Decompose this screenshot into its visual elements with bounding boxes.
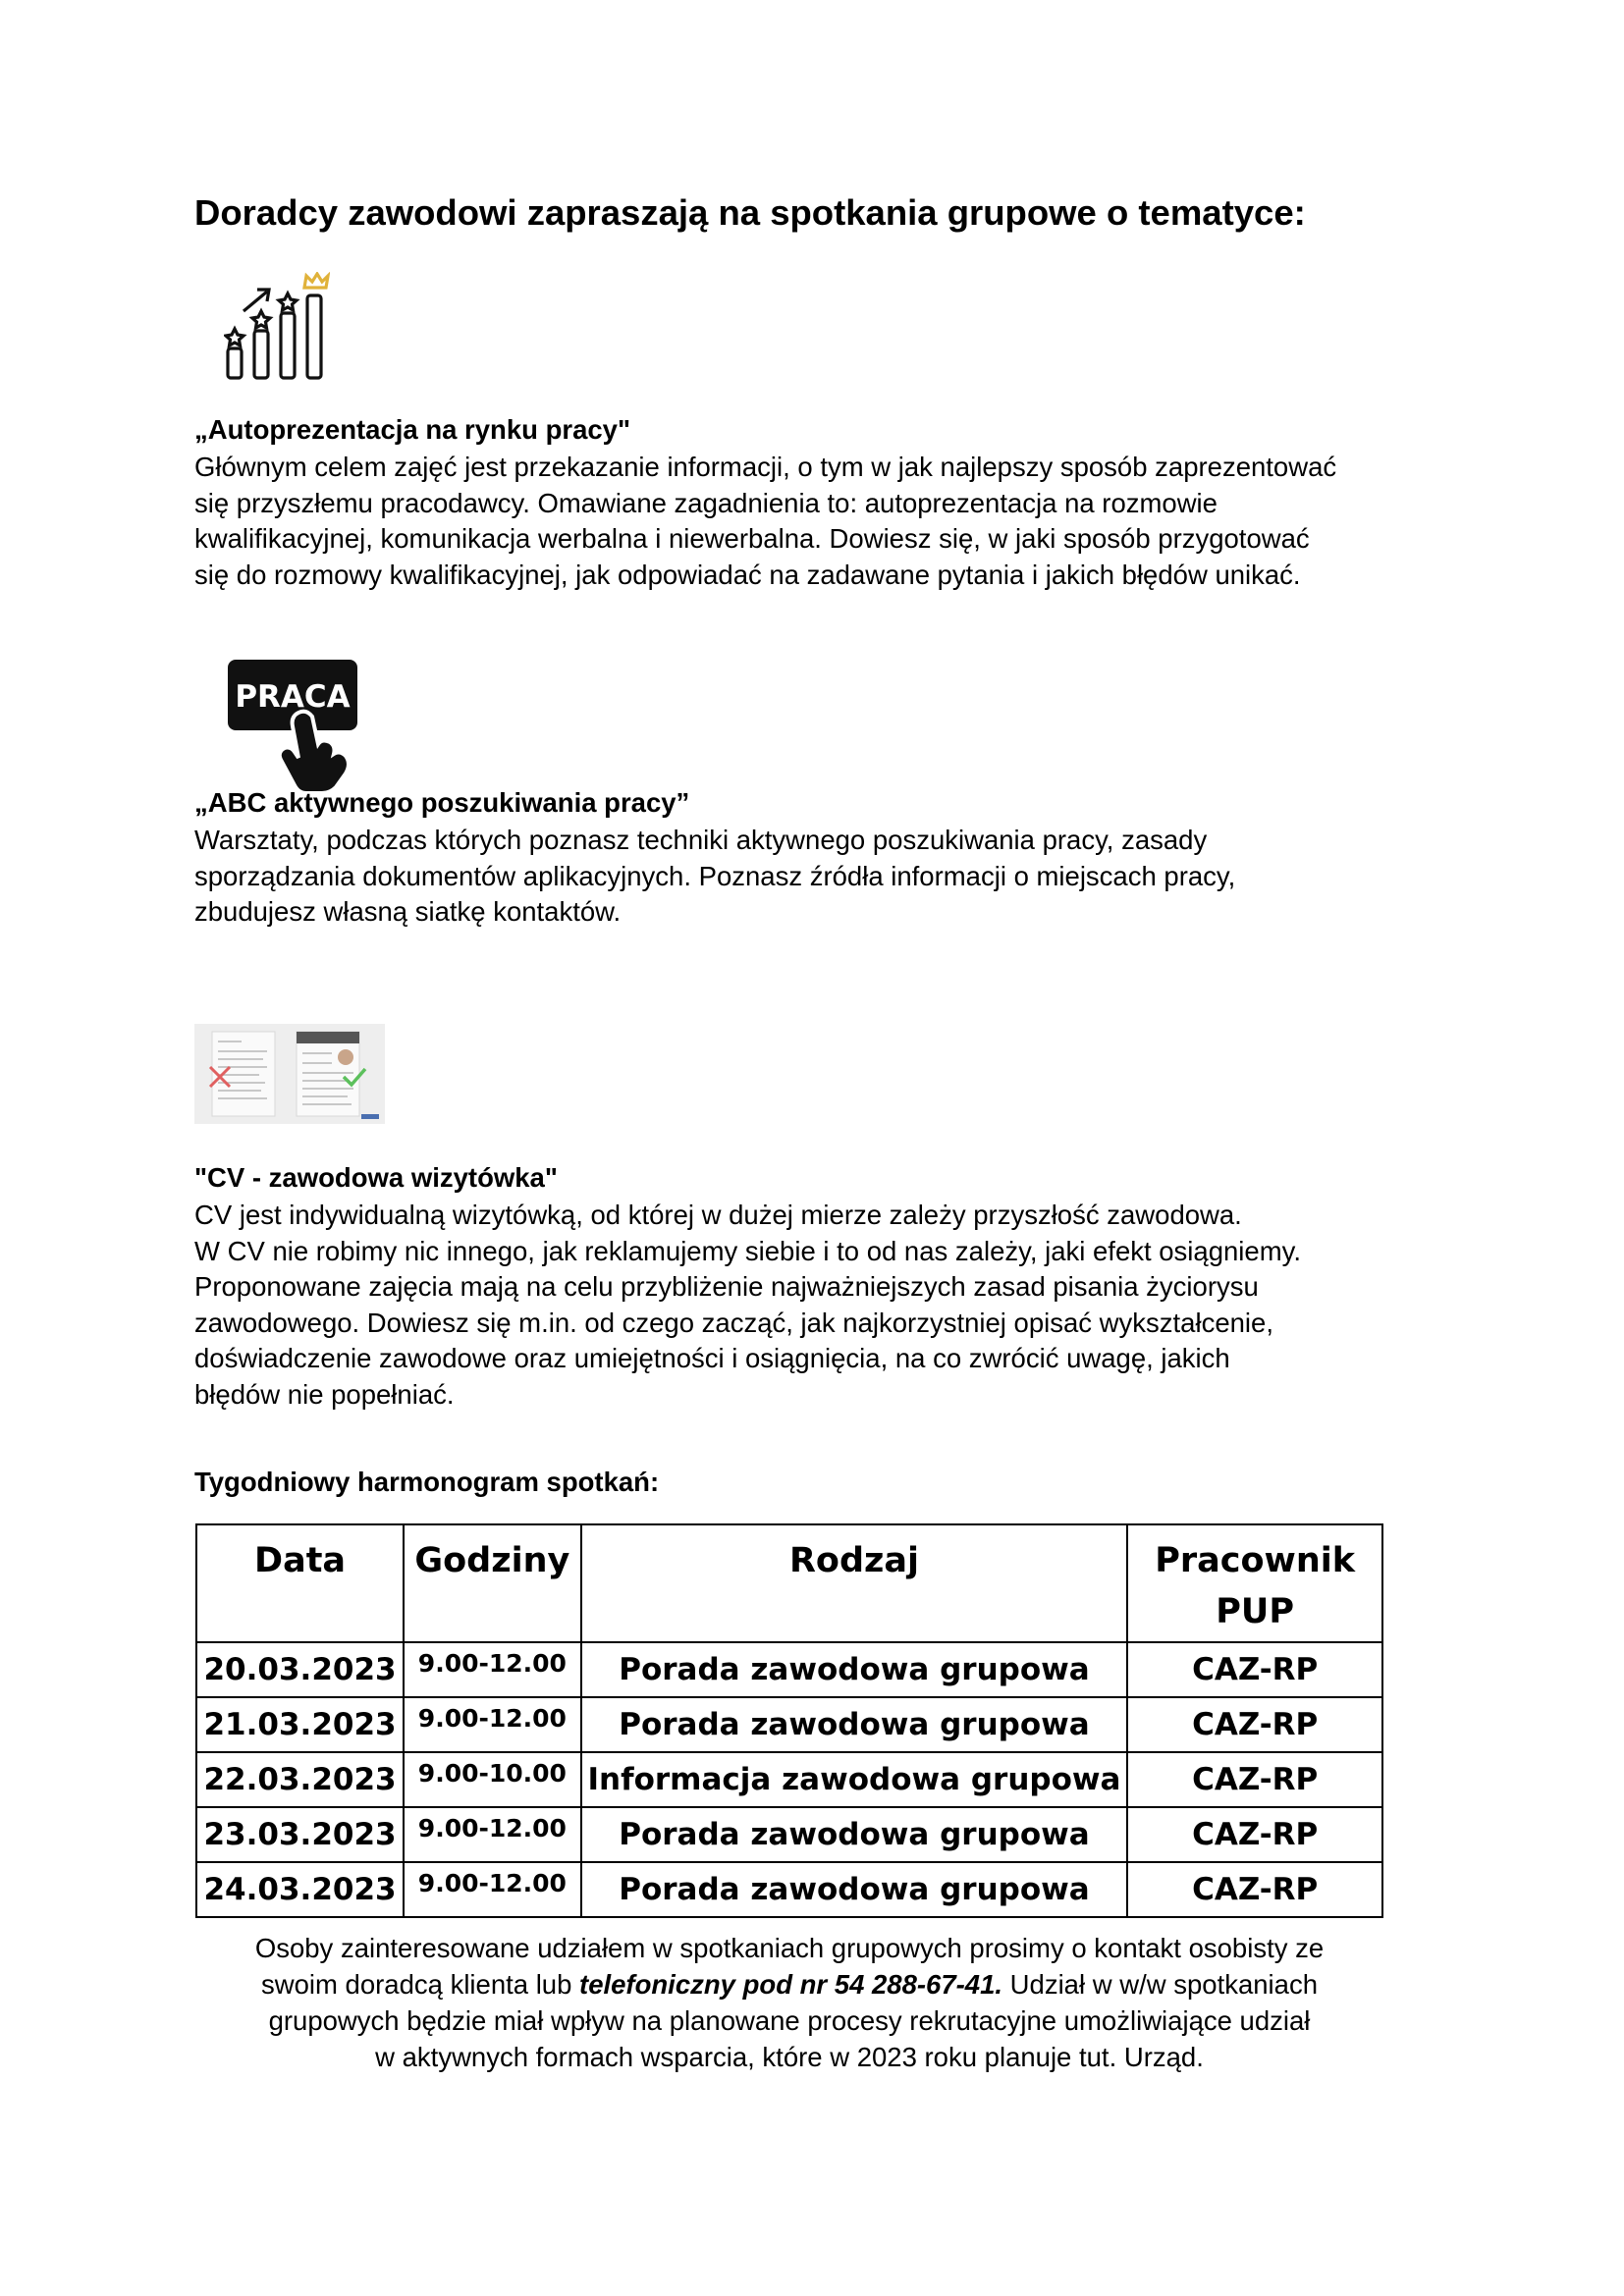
section-title-autoprezentacja: „Autoprezentacja na rynku pracy" [194, 414, 631, 445]
cell-date: 24.03.2023 [196, 1862, 404, 1917]
table-row [196, 1642, 1382, 1697]
table-row [196, 1697, 1382, 1752]
table-row [196, 1752, 1382, 1807]
cell-type: Porada zawodowa grupowa [581, 1697, 1128, 1752]
schedule-table [195, 1523, 1383, 1918]
cell-hours: 9.00-12.00 [404, 1862, 581, 1917]
contact-footer [194, 1930, 1384, 2075]
phone-number: telefoniczny pod nr 54 288-67-41. [579, 1969, 1003, 2000]
header-type: Rodzaj [581, 1524, 1128, 1642]
cell-staff: CAZ-RP [1127, 1642, 1382, 1697]
footer-text: swoim doradcą klienta lub [260, 1969, 580, 2000]
text-line: Warsztaty, podczas których poznasz techniki aktywnego poszukiwania pracy, zasady [194, 825, 1208, 855]
table-header-row [196, 1524, 1382, 1642]
praca-button-click-icon [224, 656, 361, 791]
cell-hours: 9.00-12.00 [404, 1642, 581, 1697]
text-line: się do rozmowy kwalifikacyjnej, jak odpowiadać na zadawane pytania i jakich błędów unikać. [194, 559, 1301, 590]
header-staff: Pracownik PUP [1127, 1524, 1382, 1642]
header-date: Data [196, 1524, 404, 1642]
text-line: zbudujesz własną siatkę kontaktów. [194, 896, 622, 927]
text-line: W CV nie robimy nic innego, jak reklamujemy siebie i to od nas zależy, jaki efekt osiągniemy. [194, 1235, 1301, 1266]
schedule-title: Tygodniowy harmonogram spotkań: [194, 1467, 660, 1497]
section-text-autoprezentacja [194, 450, 1336, 593]
text-line: sporządzania dokumentów aplikacyjnych. Poznasz źródła informacji o miejscach pracy, [194, 860, 1236, 891]
cell-date: 22.03.2023 [196, 1752, 404, 1807]
text-line: zawodowego. Dowiesz się m.in. od czego zacząć, jak najkorzystniej opisać wykształcenie, [194, 1307, 1273, 1338]
page-title: Doradcy zawodowi zapraszają na spotkania grupowe o tematyce: [194, 192, 1306, 233]
cell-staff: CAZ-RP [1127, 1752, 1382, 1807]
cell-date: 20.03.2023 [196, 1642, 404, 1697]
cell-hours: 9.00-10.00 [404, 1752, 581, 1807]
text-line: Proponowane zajęcia mają na celu przybliżenie najważniejszych zasad pisania życiorysu [194, 1271, 1259, 1302]
section-title-abc: „ABC aktywnego poszukiwania pracy” [194, 787, 690, 818]
cell-date: 21.03.2023 [196, 1697, 404, 1752]
cell-type: Porada zawodowa grupowa [581, 1642, 1128, 1697]
cell-hours: 9.00-12.00 [404, 1697, 581, 1752]
text-line: CV jest indywidualną wizytówką, od której w dużej mierze zależy przyszłość zawodowa. [194, 1200, 1242, 1230]
footer-line: w aktywnych formach wsparcia, które w 2023 roku planuje tut. Urząd. [375, 2042, 1204, 2072]
cell-type: Porada zawodowa grupowa [581, 1862, 1128, 1917]
cv-comparison-image [194, 1024, 385, 1124]
cell-date: 23.03.2023 [196, 1807, 404, 1862]
cell-type: Informacja zawodowa grupowa [581, 1752, 1128, 1807]
cell-type: Porada zawodowa grupowa [581, 1807, 1128, 1862]
footer-line: Osoby zainteresowane udziałem w spotkaniach grupowych prosimy o kontakt osobisty ze [254, 1933, 1325, 1963]
text-line: błędów nie popełniać. [194, 1378, 455, 1410]
header-hours: Godziny [404, 1524, 581, 1642]
text-line: Głównym celem zajęć jest przekazanie informacji, o tym w jak najlepszy sposób zaprezentować [194, 452, 1337, 482]
text-line: się przyszłemu pracodawcy. Omawiane zagadnienia to: autoprezentacja na rozmowie [194, 487, 1218, 518]
section-title-cv: "CV - zawodowa wizytówka" [194, 1162, 558, 1193]
section-text-abc [194, 823, 1235, 931]
cell-staff: CAZ-RP [1127, 1862, 1382, 1917]
footer-line [194, 1966, 1384, 2002]
cell-staff: CAZ-RP [1127, 1697, 1382, 1752]
section-text-cv [194, 1198, 1301, 1413]
career-growth-chart-icon [224, 272, 330, 382]
footer-text: Udział w w/w spotkaniach [1002, 1969, 1318, 2000]
text-line: doświadczenie zawodowe oraz umiejętności i osiągnięcia, na co zwrócić uwagę, jakich [194, 1343, 1230, 1373]
cell-hours: 9.00-12.00 [404, 1807, 581, 1862]
table-row [196, 1807, 1382, 1862]
text-line: kwalifikacyjnej, komunikacja werbalna i niewerbalna. Dowiesz się, w jaki sposób przygotować [194, 523, 1310, 554]
cell-staff: CAZ-RP [1127, 1807, 1382, 1862]
praca-label: PRACA [235, 679, 351, 715]
table-row [196, 1862, 1382, 1917]
footer-line: grupowych będzie miał wpływ na planowane procesy rekrutacyjne umożliwiające udział [268, 2005, 1311, 2036]
